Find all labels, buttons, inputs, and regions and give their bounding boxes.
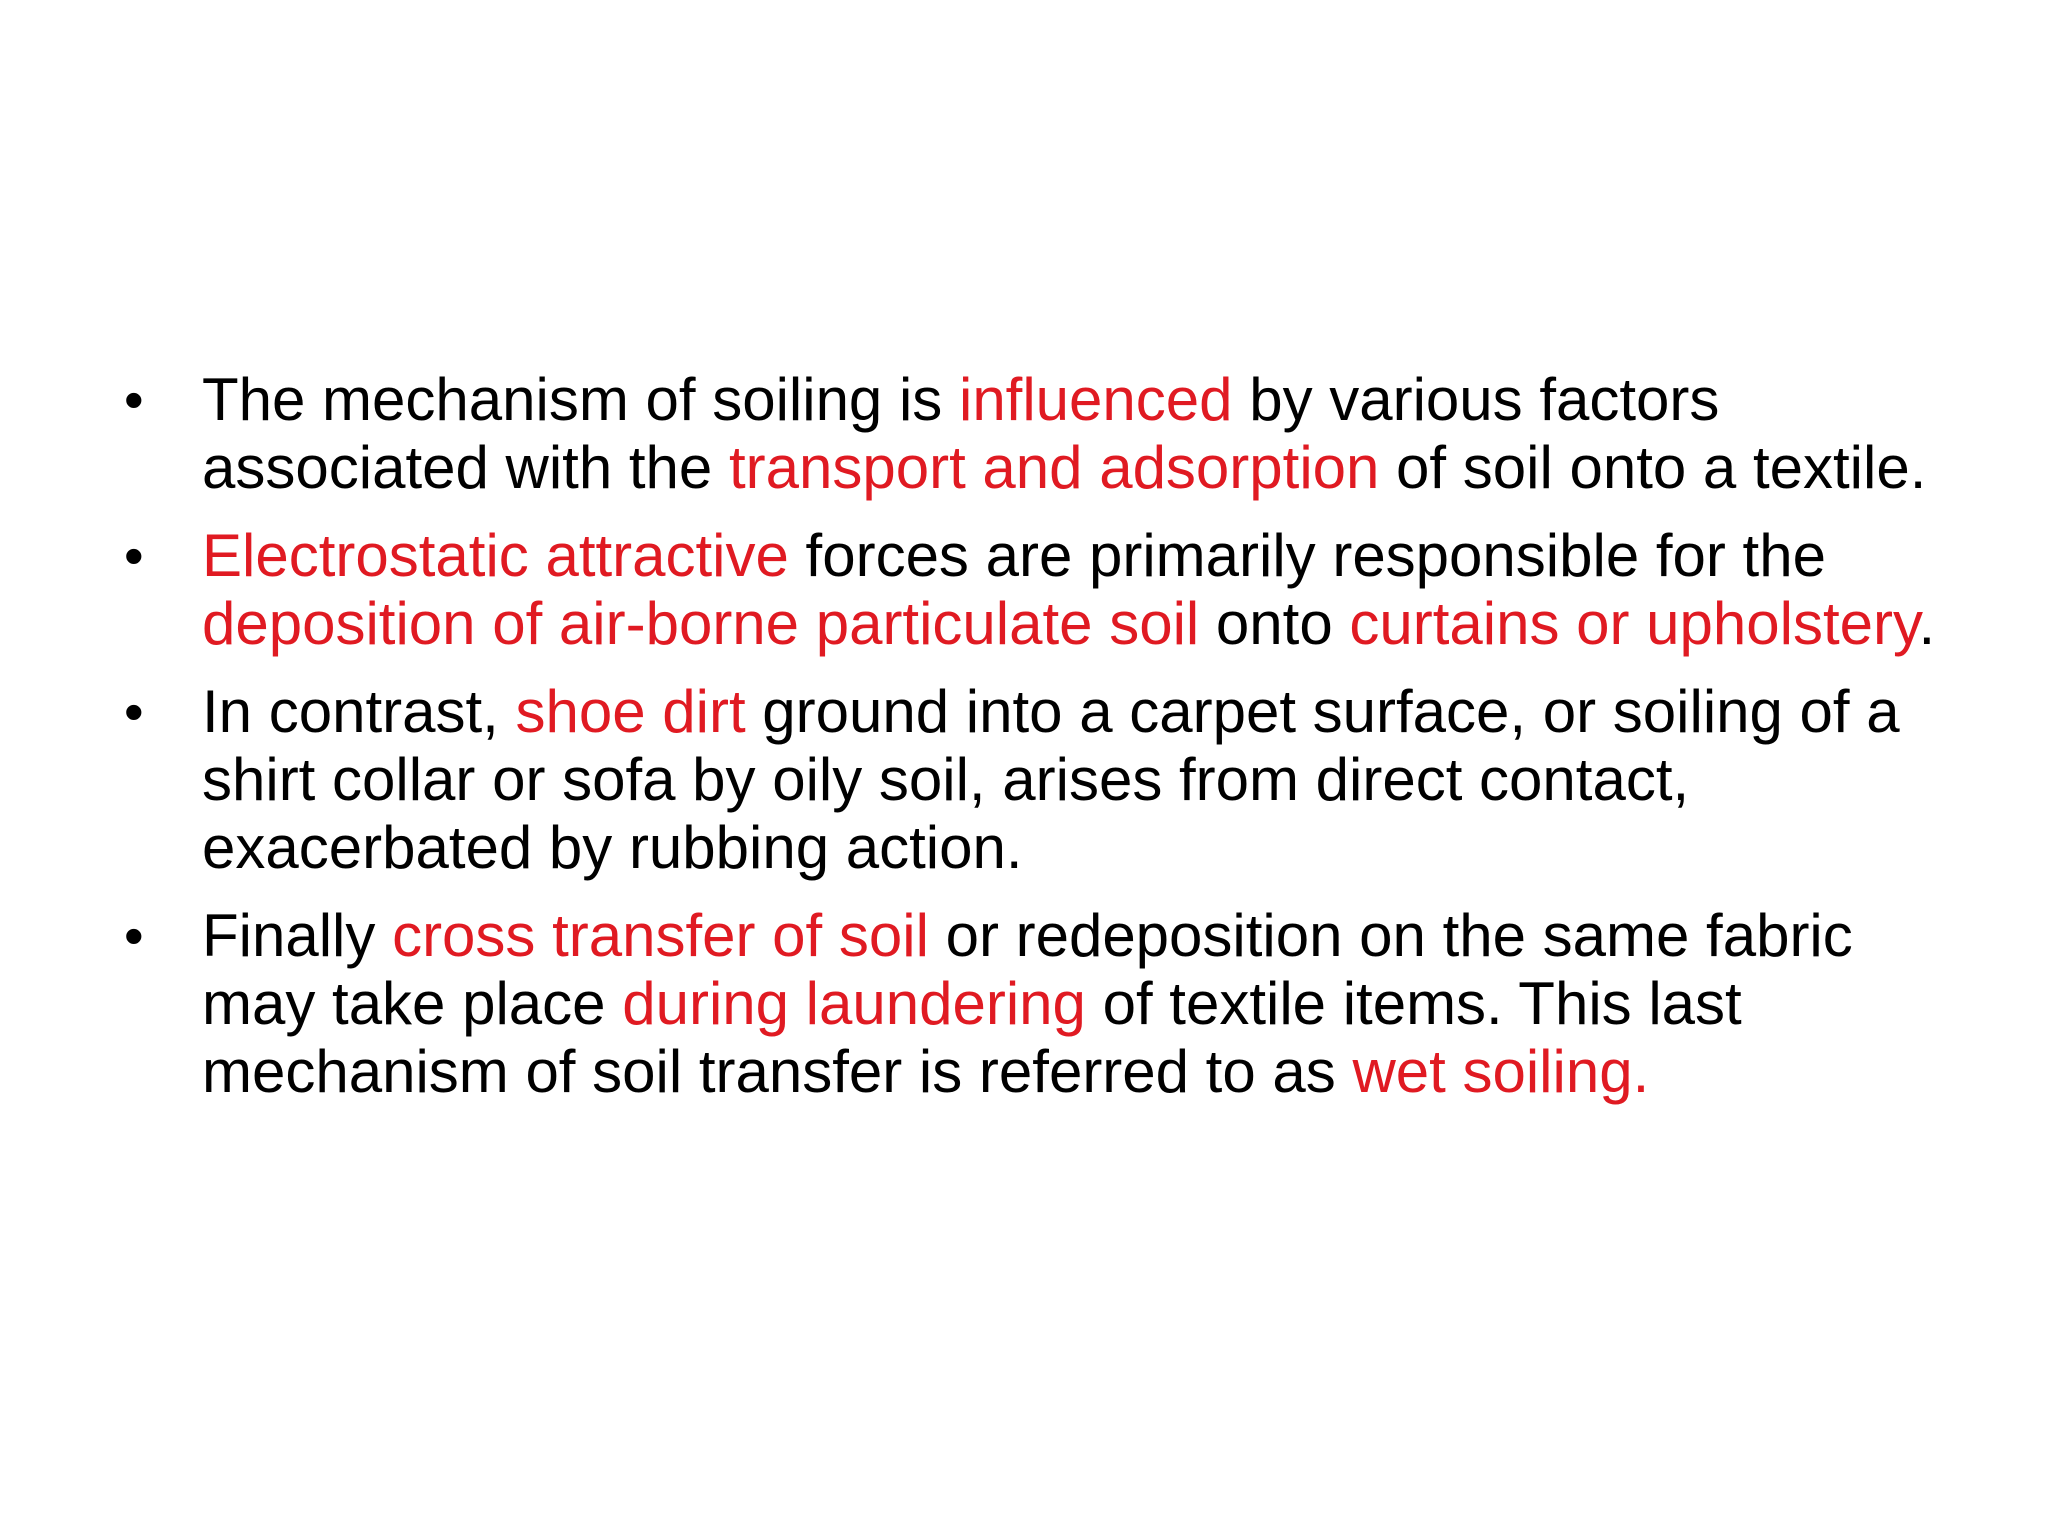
text-segment: Finally bbox=[202, 902, 393, 969]
bullet-text-1 bbox=[202, 366, 1926, 501]
bullet-text-2 bbox=[202, 522, 1935, 657]
bullet-item-1 bbox=[124, 366, 1954, 502]
highlighted-text-segment: wet soiling. bbox=[1352, 1038, 1650, 1105]
bullet-item-4 bbox=[124, 902, 1954, 1106]
highlighted-text-segment: shoe dirt bbox=[515, 678, 746, 745]
text-segment: or redeposition on the same fabric may take place bbox=[202, 902, 1853, 1037]
highlighted-text-segment: deposition of air-borne particulate soil bbox=[202, 590, 1200, 657]
highlighted-text-segment: transport and adsorption bbox=[728, 434, 1380, 501]
text-segment: In contrast, bbox=[202, 678, 516, 745]
text-segment: of textile items. This last mechanism of soil transfer is referred to as bbox=[202, 970, 1742, 1105]
highlighted-text-segment: cross transfer of soil bbox=[392, 902, 929, 969]
highlighted-text-segment: influenced bbox=[958, 366, 1233, 433]
text-segment: ground into a carpet surface, or soiling of a shirt collar or sofa by oily soil, arises from direct contact, exacerbated by rubbing action. bbox=[202, 678, 1900, 881]
bullet-item-2 bbox=[124, 522, 1954, 658]
text-segment: onto bbox=[1199, 590, 1350, 657]
text-segment: of soil onto a textile. bbox=[1379, 434, 1927, 501]
bullet-dot-icon: • bbox=[124, 368, 144, 431]
bullet-item-3 bbox=[124, 678, 1954, 882]
bullet-text-4 bbox=[202, 902, 1853, 1105]
text-segment: The mechanism of soiling is bbox=[202, 366, 959, 433]
text-segment: . bbox=[1918, 590, 1936, 657]
highlighted-text-segment: Electrostatic attractive bbox=[202, 522, 789, 589]
text-segment: by various factors associated with the bbox=[202, 366, 1720, 501]
highlighted-text-segment: curtains or upholstery bbox=[1349, 590, 1919, 657]
bullet-dot-icon: • bbox=[124, 680, 144, 743]
highlighted-text-segment: during laundering bbox=[622, 970, 1086, 1037]
bullet-dot-icon: • bbox=[124, 524, 144, 587]
bullet-dot-icon: • bbox=[124, 904, 144, 967]
text-segment: forces are primarily responsible for the bbox=[788, 522, 1826, 589]
bullet-list bbox=[124, 366, 1954, 1126]
bullet-text-3 bbox=[202, 678, 1900, 881]
